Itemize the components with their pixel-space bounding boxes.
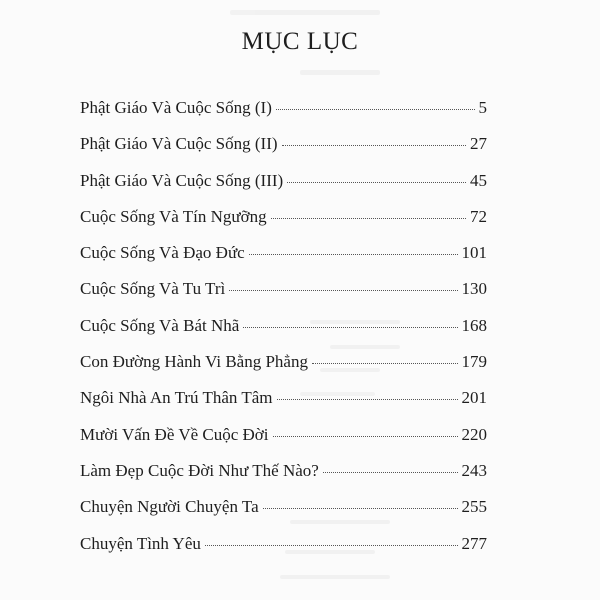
page-title: MỤC LỤC	[241, 28, 359, 55]
toc-entry-page-number: 220	[461, 424, 487, 444]
toc-entry-page-number: 168	[461, 315, 487, 335]
toc-entry[interactable]	[80, 308, 487, 344]
toc-entry-page-number: 45	[470, 170, 487, 190]
dot-leader	[312, 363, 458, 364]
dot-leader	[229, 290, 457, 291]
toc-entry-page-number: 277	[461, 533, 487, 553]
toc-entry-page-number: 243	[461, 460, 487, 480]
toc-entry-title: Con Đường Hành Vi Bằng Phẳng	[80, 352, 308, 372]
toc-entry-title: Phật Giáo Và Cuộc Sống (I)	[80, 98, 272, 117]
toc-entry-page-number: 255	[461, 497, 487, 517]
dot-leader	[243, 327, 457, 328]
toc-entry-title: Chuyện Tình Yêu	[80, 533, 201, 553]
toc-entry-title: Mười Vấn Đề Về Cuộc Đời	[80, 424, 269, 444]
dot-leader	[276, 109, 475, 110]
toc-entry[interactable]	[80, 271, 487, 307]
toc-entry[interactable]	[80, 344, 487, 380]
toc-entry-page-number: 101	[461, 243, 487, 263]
toc-entry[interactable]	[80, 126, 487, 162]
dot-leader	[271, 218, 466, 219]
toc-entry[interactable]	[80, 199, 487, 235]
toc-entry-page-number: 27	[470, 134, 487, 154]
dot-leader	[205, 545, 458, 546]
toc-entry-title: Phật Giáo Và Cuộc Sống (III)	[80, 170, 284, 190]
dot-leader	[277, 399, 458, 400]
toc-entry-title: Chuyện Người Chuyện Ta	[80, 497, 259, 517]
toc-entry-title: Làm Đẹp Cuộc Đời Như Thế Nào?	[80, 460, 319, 480]
toc-entry[interactable]	[80, 380, 487, 416]
toc-entry-page-number: 201	[461, 388, 487, 408]
toc-entry[interactable]	[80, 489, 487, 525]
table-of-contents	[80, 90, 487, 562]
dot-leader	[263, 508, 458, 509]
dot-leader	[249, 254, 458, 255]
toc-entry[interactable]	[80, 163, 487, 199]
dot-leader	[282, 145, 466, 146]
toc-entry-title: Phật Giáo Và Cuộc Sống (II)	[80, 134, 278, 154]
dot-leader	[273, 436, 458, 437]
toc-entry[interactable]	[80, 526, 487, 562]
toc-entry-page-number: 5	[478, 98, 487, 117]
toc-entry-page-number: 179	[461, 352, 487, 372]
toc-entry-title: Cuộc Sống Và Tu Trì	[80, 279, 226, 299]
toc-entry-title: Ngôi Nhà An Trú Thân Tâm	[80, 388, 273, 408]
toc-entry-page-number: 130	[461, 279, 487, 299]
toc-entry-title: Cuộc Sống Và Tín Ngưỡng	[80, 206, 267, 226]
toc-entry-page-number: 72	[470, 206, 487, 226]
toc-entry[interactable]	[80, 90, 487, 126]
toc-entry[interactable]	[80, 417, 487, 453]
toc-entry[interactable]	[80, 453, 487, 489]
toc-entry-title: Cuộc Sống Và Đạo Đức	[80, 243, 245, 263]
toc-entry-title: Cuộc Sống Và Bát Nhã	[80, 315, 240, 335]
toc-entry[interactable]	[80, 235, 487, 271]
dot-leader	[323, 472, 458, 473]
dot-leader	[287, 182, 466, 183]
